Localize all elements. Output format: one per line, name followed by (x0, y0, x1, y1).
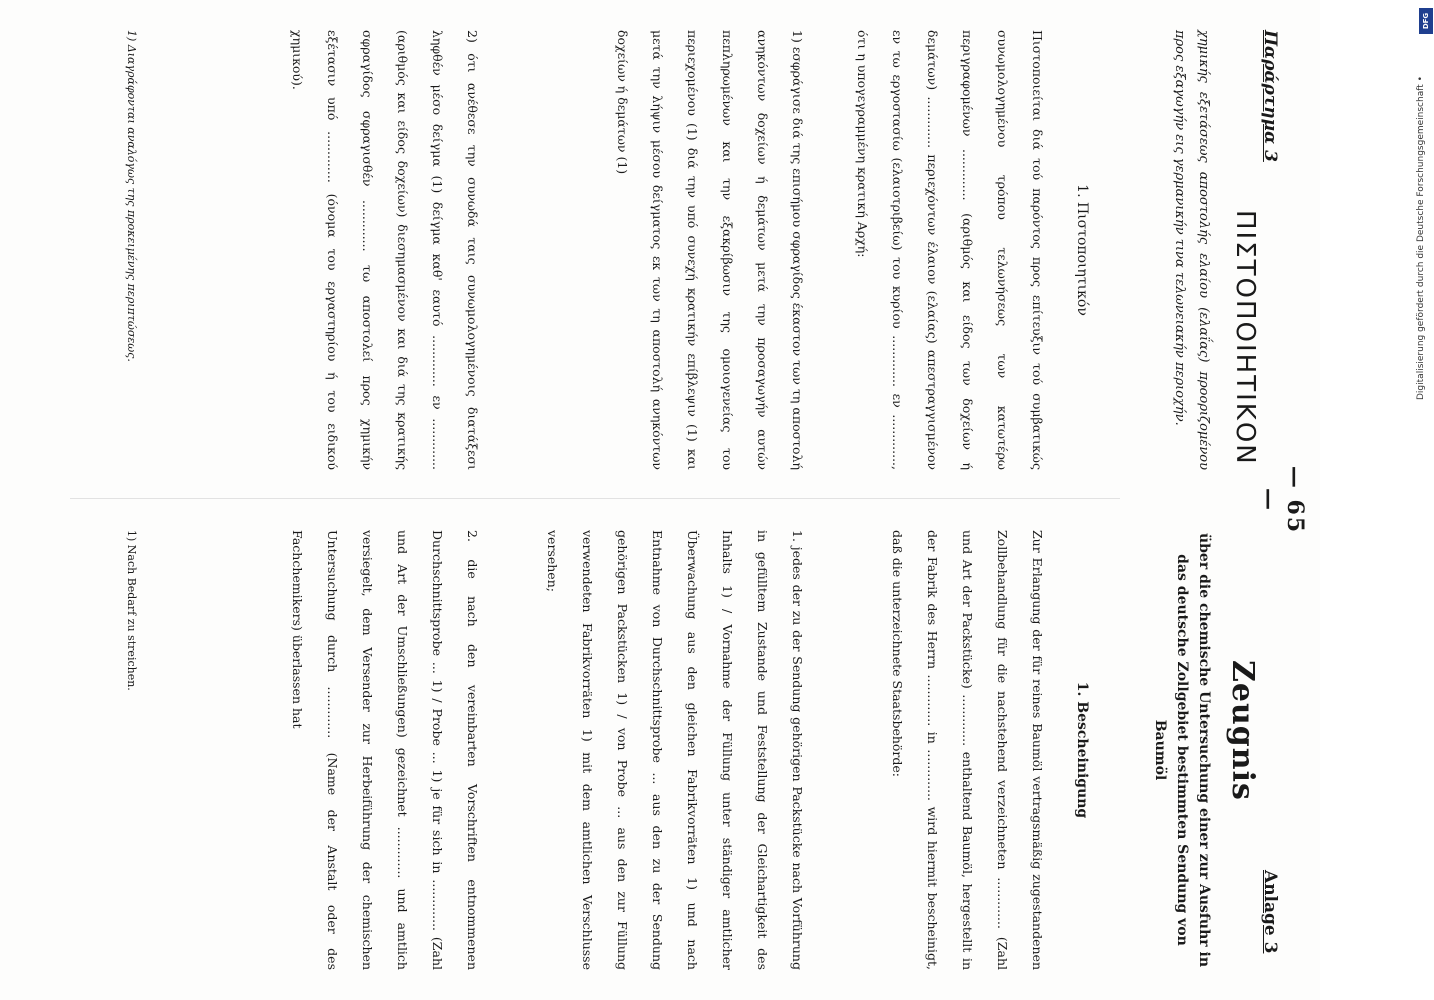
greek-subtitle: χημικής εξετάσεως αποστολής ελαίου (ελαΐας) προοριζομένου προς εξαγωγήν εις γερμανικήν τινα τελωνειακήν περιοχήν. (1172, 30, 1211, 470)
german-subtitle: über die chemische Untersuchung einer zur Ausfuhr in das deutsche Zollgebiet bestimmten Sendung von Baumöl (1152, 532, 1212, 968)
german-title: Zeugnis (1225, 660, 1260, 801)
greek-footnote: 1) Διαγράφονται αναλόγως της προκειμένης περιπτώσεως. (125, 30, 138, 362)
column-divider (70, 498, 1120, 499)
german-footnote: 1) Nach Bedarf zu streichen. (125, 530, 138, 691)
greek-section-heading: 1. Πιστοποιητικόν (1074, 184, 1090, 316)
page-number: — 65 — (1256, 465, 1308, 535)
greek-title: ΠΙΣΤΟΠΟΙΗΤΙΚΟΝ (1230, 210, 1260, 466)
german-annex-label: Anlage 3 (1260, 870, 1280, 954)
digitization-note: Digitalisierung gefördert durch die Deutsche Forschungsgemeinschaft • (1416, 76, 1426, 400)
greek-paragraph-2: 1) εσφράγισε διά της επισήμου σφραγίδος έκαστον των τη αποστολή ανηκόντων δοχείων ή δεμάτων μετά την προσαγωγήν αυτών πεπληρωμένων και την εξακρίβωσιν της ομοιογενείας του περιεχομένου (1) διά την υπό συνεχή κρατικήν επίβλεψιν (1) και μετά την λήψιν μέσου δείγματος εκ των τη αποστολή ανηκόντων δοχείων ή δεμάτων (1) (615, 30, 805, 470)
dfg-logo: DFG (1419, 8, 1433, 34)
greek-paragraph-3: 2) ότι ανέθεσε την συνωδά ταις συνωμολογημένοις διατάξεσι ληφθέν μέσο δείγμα (1) δείγμα καθ' εαυτό ............. εν ............. (αριθμός και είδος δοχείων) διεσημασμένον και διά της κρατικής σφραγίδος σφραγισθέν ............. τω αποστολεί προς χημικήν εξέτασιν υπό ............. (όνομα του εργαστηρίου ή του ειδικού χημικού). (290, 30, 480, 470)
greek-paragraph-1: Πιστοποιείται διά τού παρόντος προς επίτευξιν τού συμβατικώς συνωμολογημένου τρόπου τελωνήσεως των κατωτέρω περιγραφομένων ............. (αριθμός και είδος των δοχείων ή δεμάτων) ............. περιεχόντων έλαιον (ελαίας) απεστραγγισμένον εν τω εργοστασίω (ελαιοτριβείω) του κυρίου ............. εν ............., ότι η υπογεγραμμένη κρατική Αρχή: (855, 30, 1045, 470)
german-paragraph-3: 2. die nach den vereinbarten Vorschriften entnommenen Durchschnittsprobe ... 1) / Probe ... 1) je für sich in ............. (Zahl und Art der Umschließungen) gezeichnet ............. und amtlich versiegelt, dem Versender zur Herbeiführung der chemischen Untersuchung durch ............. (Name der Anstalt oder des Fachchemikers) überlassen hat (290, 530, 480, 970)
greek-annex-label: Παράρτημα 3 (1260, 30, 1280, 162)
german-paragraph-1: Zur Erlangung der für reines Baumöl vertragsmäßig zugestandenen Zollbehandlung für die nachstehend verzeichneten ............. (Zahl und Art der Packstücke) ............. enthaltend Baumöl, hergestellt in der Fabrik des Herrn ............. in ............. wird hiermit bescheinigt, daß die unterzeichnete Staatsbehörde: (890, 530, 1045, 970)
german-section-heading: 1. Bescheinigung (1074, 681, 1090, 819)
german-paragraph-2: 1. jedes der zu der Sendung gehörigen Packstücke nach Vorführung in gefülltem Zustande und Feststellung der Gleichartigkeit des Inhalts 1) / Vornahme der Füllung unter ständiger amtlicher Überwachung aus den gleichen Fabrikvorräten 1) und nach Entnahme von Durchschnittsprobe ... aus den zu der Sendung gehörigen Packstücken 1) / von Probe ... aus den zur Füllung verwendeten Fabrikvorräten 1) mit dem amtlichen Verschlusse versehen; (545, 530, 805, 970)
